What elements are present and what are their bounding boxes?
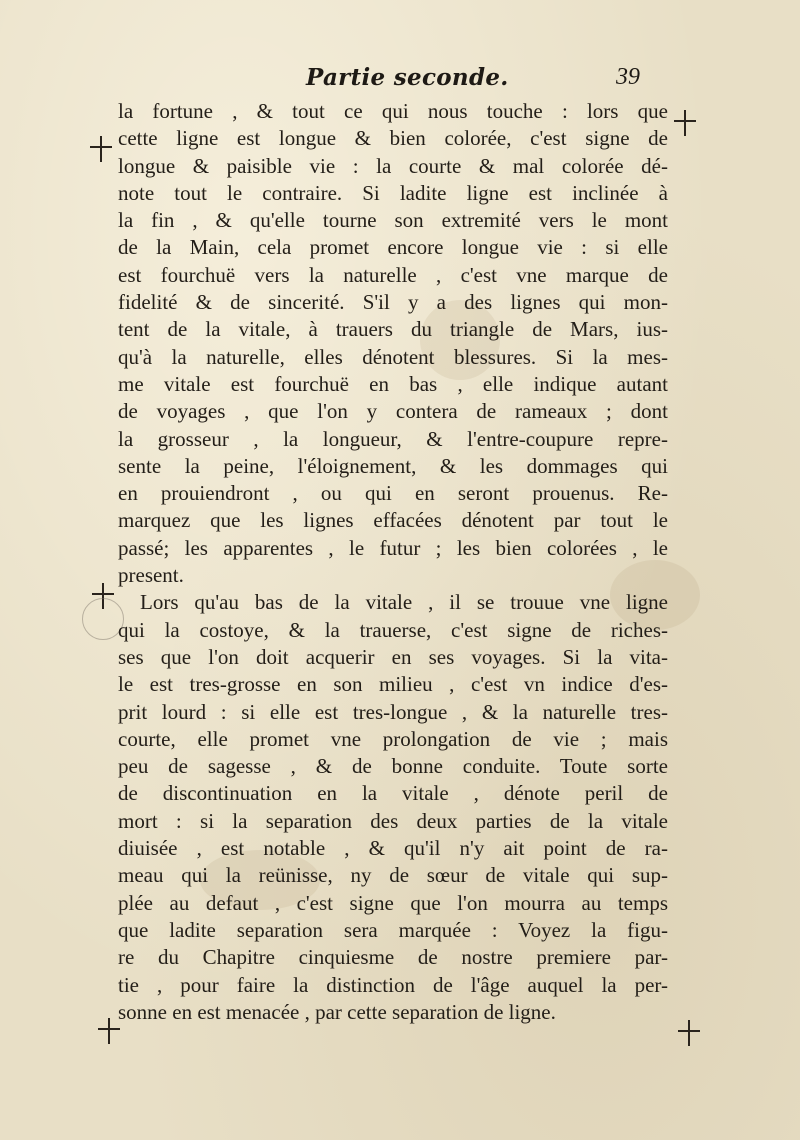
margin-cross-mark xyxy=(90,136,112,162)
text-line: Lors qu'au bas de la vitale , il se trouue vne ligne xyxy=(140,590,668,615)
text-line: present. xyxy=(118,563,184,588)
text-line: la fortune , & tout ce qui nous touche : lors que xyxy=(118,99,668,123)
text-line: en prouiendront , ou qui en seront prouenus. Re- xyxy=(118,481,668,506)
text-line: de discontinuation en la vitale , dénote peril de xyxy=(118,781,668,806)
text-line: de la Main, cela promet encore longue vie : si elle xyxy=(118,235,668,260)
text-line: courte, elle promet vne prolongation de vie ; mais xyxy=(118,726,668,751)
margin-cross-mark xyxy=(674,110,696,136)
page-number: 39 xyxy=(616,64,640,90)
text-line: plée au defaut , c'est signe que l'on mourra au temps xyxy=(118,890,668,915)
margin-cross-mark xyxy=(678,1020,700,1046)
margin-cross-mark xyxy=(98,1018,120,1044)
text-line: cette ligne est longue & bien colorée, c'est signe de xyxy=(118,126,668,151)
text-line: tent de la vitale, à trauers du triangle de Mars, ius- xyxy=(118,317,668,342)
text-line: re du Chapitre cinquiesme de nostre premiere par- xyxy=(118,945,668,970)
text-line: sente la peine, l'éloignement, & les dommages qui xyxy=(118,453,668,478)
text-line: meau qui la reünisse, ny de sœur de vitale qui sup- xyxy=(118,863,668,888)
text-line: longue & paisible vie : la courte & mal colorée dé- xyxy=(118,153,668,178)
text-line: diuisée , est notable , & qu'il n'y ait point de ra- xyxy=(118,836,668,861)
text-line: passé; les apparentes , le futur ; les bien colorées , le xyxy=(118,535,668,560)
text-line: fidelité & de sincerité. S'il y a des lignes qui mon- xyxy=(118,290,668,315)
text-line: de voyages , que l'on y contera de rameaux ; dont xyxy=(118,399,668,424)
text-line: peu de sagesse , & de bonne conduite. Toute sorte xyxy=(118,754,668,779)
body-text xyxy=(118,98,668,1026)
text-line: est fourchuë vers la naturelle , c'est vne marque de xyxy=(118,262,668,287)
text-line: qui la costoye, & la trauerse, c'est signe de riches- xyxy=(118,617,668,642)
text-line: sonne en est menacée , par cette separation de ligne. xyxy=(118,999,556,1024)
text-line: prit lourd : si elle est tres-longue , & la naturelle tres- xyxy=(118,699,668,724)
text-line: tie , pour faire la distinction de l'âge auquel la per- xyxy=(118,972,668,997)
running-head: Partie seconde. xyxy=(306,64,509,91)
text-line: la fin , & qu'elle tourne son extremité vers le mont xyxy=(118,208,668,233)
text-line: note tout le contraire. Si ladite ligne est inclinée à xyxy=(118,180,668,205)
text-line: mort : si la separation des deux parties de la vitale xyxy=(118,808,668,833)
text-line: me vitale est fourchuë en bas , elle indique autant xyxy=(118,371,668,396)
text-line: marquez que les lignes effacées dénotent par tout le xyxy=(118,508,668,533)
text-line: qu'à la naturelle, elles dénotent blessures. Si la mes- xyxy=(118,344,668,369)
text-line: ses que l'on doit acquerir en ses voyages. Si la vita- xyxy=(118,644,668,669)
text-line: la grosseur , la longueur, & l'entre-coupure repre- xyxy=(118,426,668,451)
text-line: que ladite separation sera marquée : Voyez la figu- xyxy=(118,917,668,942)
text-line: le est tres-grosse en son milieu , c'est vn indice d'es- xyxy=(118,672,668,697)
